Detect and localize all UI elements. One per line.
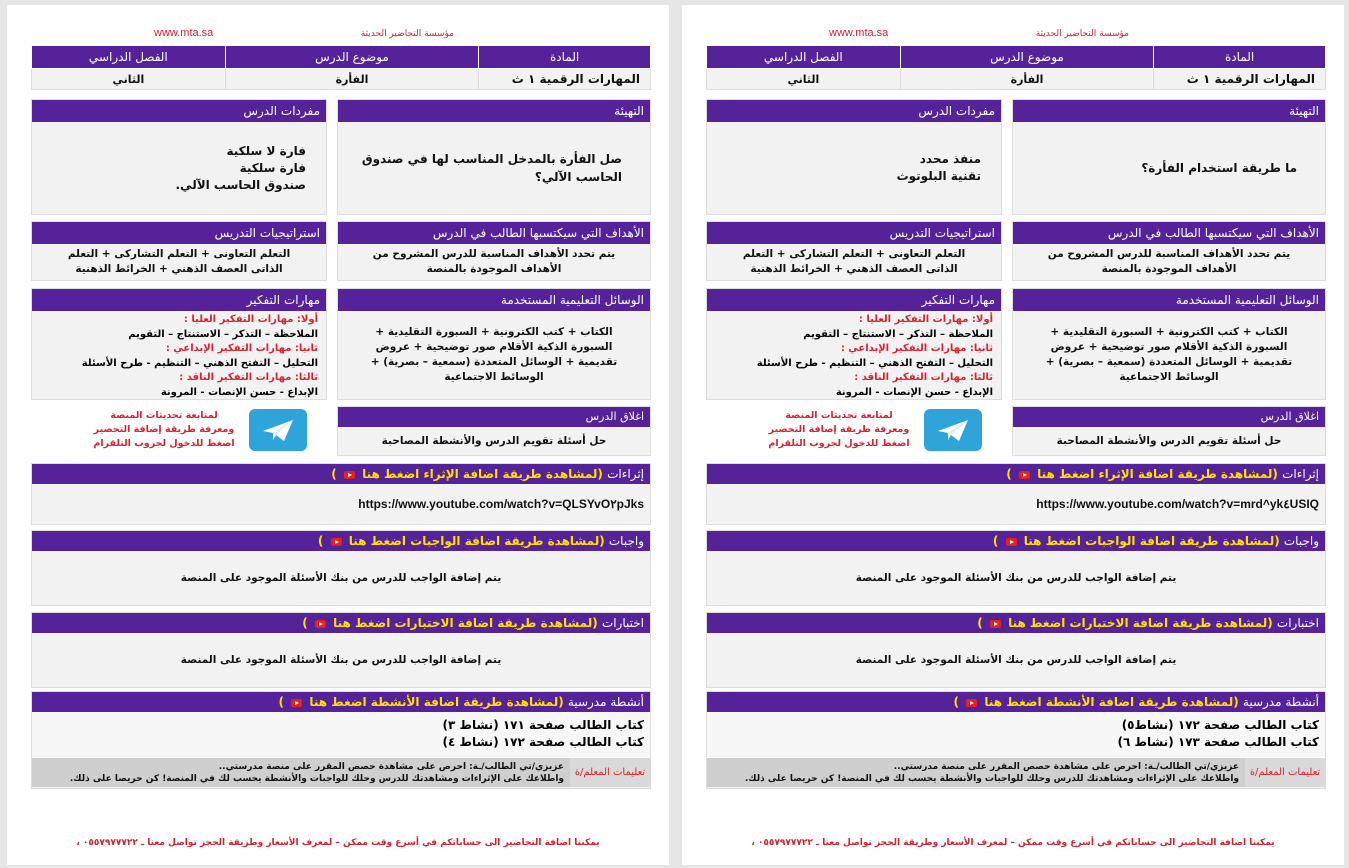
thinking-items: الإبداع - حسن الإنصات - المرونة bbox=[160, 386, 318, 398]
instruction-line: واطلاعك على الإثراءات ومشاهدتك للدرس وحلك للواجبات والأنشطة يحسب لك في المنصة! كن حريصا على ذلك. bbox=[69, 774, 564, 784]
activity-item: كتاب الطالب صفحة ١٧٢ (نشاط ٤) bbox=[442, 735, 644, 749]
organization-name: مؤسسة التحاضير الحديثة bbox=[360, 29, 454, 39]
thinking-items: التحليل – التفتح الذهني – التنظيم - طرح الأسئلة bbox=[81, 357, 318, 369]
instruction-line: واطلاعك على الإثراءات ومشاهدتك للدرس وحلك للواجبات والأنشطة يحسب لك في المنصة! كن حريصا على ذلك. bbox=[744, 774, 1239, 784]
youtube-icon bbox=[1006, 538, 1017, 546]
objectives-text: يتم تحدد الأهداف المناسبة للدرس المشروح من الأهداف الموجودة بالمنصة bbox=[372, 248, 616, 275]
objectives-text: يتم تحدد الأهداف المناسبة للدرس المشروح من الأهداف الموجودة بالمنصة bbox=[1047, 248, 1291, 275]
semester-header: الفصل الدراسي bbox=[32, 46, 226, 69]
telegram-icon bbox=[924, 409, 982, 451]
vocabulary-title: مفردات الدرس bbox=[32, 100, 326, 122]
enrichment-video-link[interactable] bbox=[1006, 467, 1278, 481]
activity-item: كتاب الطالب صفحة ١٧١ (نشاط ٣) bbox=[442, 718, 644, 732]
semester-value: الثاني bbox=[707, 69, 901, 90]
warmup-text: ما طريقة استخدام الفأرة؟ bbox=[1141, 161, 1297, 175]
enrichment-header bbox=[707, 464, 1325, 484]
teacher-instructions-label: تعليمات المعلم/ة bbox=[570, 758, 650, 787]
link-label: (لمشاهدة طريقة اضافة الواجبات اضغط هنا bbox=[348, 534, 605, 548]
semester-value: الثاني bbox=[32, 69, 226, 90]
subject-header: المادة bbox=[1154, 46, 1326, 69]
website-link[interactable]: www.mta.sa bbox=[154, 27, 214, 39]
activities-box bbox=[706, 691, 1326, 789]
activities-list bbox=[32, 712, 650, 757]
closing-box bbox=[337, 406, 651, 456]
thinking-heading: ثانيا: مهارات التفكير الإبداعي : bbox=[165, 343, 318, 354]
teacher-instructions-text bbox=[707, 758, 1245, 787]
tools-box bbox=[337, 288, 651, 400]
strategies-text: التعلم التعاونى + التعلم التشاركى + التعلم الذاتى العصف الذهني + الخرائط الذهنية bbox=[742, 248, 966, 275]
vocabulary-item: فارة سلكية bbox=[239, 160, 306, 175]
thinking-items: الملاحظة – التذكر – الاستنتاج – التقويم bbox=[128, 328, 318, 340]
teacher-instructions-row bbox=[32, 757, 650, 787]
telegram-button[interactable] bbox=[924, 409, 982, 451]
warmup-text: صل الفأرة بالمدخل المناسب لها في صندوق الحاسب الآلي؟ bbox=[361, 152, 622, 184]
enrichment-header bbox=[32, 464, 650, 484]
homework-video-link[interactable] bbox=[993, 534, 1280, 548]
enrichment-title: إثراءات bbox=[607, 467, 644, 481]
activities-header bbox=[32, 692, 650, 712]
activity-item: كتاب الطالب صفحة ١٧٢ (نشاط٥) bbox=[1121, 718, 1319, 732]
close-paren: ) bbox=[953, 695, 960, 709]
teacher-instructions-text bbox=[32, 758, 570, 787]
enrichment-title: إثراءات bbox=[1282, 467, 1319, 481]
activity-item: كتاب الطالب صفحة ١٧٣ (نشاط ٦) bbox=[1117, 735, 1319, 749]
thinking-heading: ثالثا: مهارات التفكير الناقد : bbox=[179, 372, 318, 383]
promo-line: لمتابعة تحديثات المنصة bbox=[110, 410, 218, 421]
teacher-instructions-row bbox=[707, 757, 1325, 787]
enrichment-url[interactable]: https://www.youtube.com/watch?v=mrd^yk٤USIQ bbox=[1036, 496, 1319, 511]
thinking-skills-list bbox=[707, 311, 1001, 400]
instruction-line: عزيزي/تي الطالب/ـة: احرص على مشاهدة حصص المقرر على منصة مدرستي.. bbox=[893, 762, 1239, 772]
link-label: (لمشاهدة طريقة اضافة الأنشطة اضغط هنا bbox=[309, 695, 564, 709]
vocabulary-item: صندوق الحاسب الآلي. bbox=[175, 177, 306, 192]
enrichment-box bbox=[31, 463, 651, 525]
thinking-skills-title: مهارات التفكير bbox=[707, 289, 1001, 311]
topic-value: الفأرة bbox=[900, 69, 1154, 90]
link-label: (لمشاهدة طريقة اضافة الاختبارات اضغط هنا bbox=[1008, 616, 1273, 630]
vocabulary-item: منفذ محدد bbox=[919, 152, 981, 166]
activities-video-link[interactable] bbox=[954, 695, 1239, 709]
thinking-items: الإبداع - حسن الإنصات - المرونة bbox=[835, 386, 993, 398]
instruction-line: عزيزي/تي الطالب/ـة: احرص على مشاهدة حصص المقرر على منصة مدرستي.. bbox=[218, 762, 564, 772]
tests-box bbox=[31, 612, 651, 688]
vocabulary-list bbox=[707, 122, 1001, 214]
tools-title: الوسائل التعليمية المستخدمة bbox=[1013, 289, 1325, 311]
tests-text: يتم إضافة الواجب للدرس من بنك الأسئلة الموجود على المنصة bbox=[855, 653, 1177, 666]
homework-text: يتم إضافة الواجب للدرس من بنك الأسئلة الموجود على المنصة bbox=[855, 571, 1177, 584]
page-header-line bbox=[7, 27, 669, 43]
close-paren: ) bbox=[992, 534, 999, 548]
telegram-promo-text[interactable] bbox=[764, 409, 914, 451]
vocabulary-item: فارة لا سلكية bbox=[226, 143, 306, 158]
topic-header: موضوع الدرس bbox=[225, 46, 479, 69]
strategies-box bbox=[706, 221, 1002, 281]
link-label: (لمشاهدة طريقة اضافة الواجبات اضغط هنا bbox=[1023, 534, 1280, 548]
activities-list bbox=[707, 712, 1325, 757]
tests-box bbox=[706, 612, 1326, 688]
lesson-meta-table bbox=[706, 45, 1326, 90]
promo-line: ومعرفة طريقة إضافة التحضير bbox=[768, 424, 910, 435]
closing-title: اغلاق الدرس bbox=[1013, 407, 1325, 427]
promo-line: ومعرفة طريقة إضافة التحضير bbox=[93, 424, 235, 435]
strategies-title: استراتيجيات التدريس bbox=[32, 222, 326, 244]
tools-title: الوسائل التعليمية المستخدمة bbox=[338, 289, 650, 311]
objectives-title: الأهداف التي سيكتسبها الطالب في الدرس bbox=[338, 222, 650, 244]
homework-header bbox=[707, 531, 1325, 551]
link-label: (لمشاهدة طريقة اضافة الاختبارات اضغط هنا bbox=[333, 616, 598, 630]
thinking-heading: ثالثا: مهارات التفكير الناقد : bbox=[854, 372, 993, 383]
vocabulary-box bbox=[31, 99, 327, 215]
homework-title: واجبات bbox=[1283, 534, 1319, 548]
promo-line: اضغط للدخول لجروب التلقرام bbox=[768, 438, 910, 449]
objectives-box bbox=[1012, 221, 1326, 281]
vocabulary-list bbox=[32, 122, 326, 214]
youtube-icon bbox=[966, 699, 977, 707]
thinking-items: الملاحظة – التذكر – الاستنتاج – التقويم bbox=[803, 328, 993, 340]
homework-video-link[interactable] bbox=[318, 534, 605, 548]
youtube-icon bbox=[344, 471, 355, 479]
topic-value: الفأرة bbox=[225, 69, 479, 90]
tests-header bbox=[32, 613, 650, 633]
subject-value: المهارات الرقمية ١ ث bbox=[1154, 69, 1326, 90]
telegram-icon bbox=[249, 409, 307, 451]
subject-header: المادة bbox=[479, 46, 651, 69]
close-paren: ) bbox=[1006, 467, 1012, 481]
warmup-title: التهيئة bbox=[1013, 100, 1325, 122]
objectives-box bbox=[337, 221, 651, 281]
subject-value: المهارات الرقمية ١ ث bbox=[479, 69, 651, 90]
close-paren: ) bbox=[977, 616, 983, 630]
activities-title: أنشطة مدرسية bbox=[1242, 695, 1319, 709]
teacher-instructions-label: تعليمات المعلم/ة bbox=[1245, 758, 1325, 787]
closing-title: اغلاق الدرس bbox=[338, 407, 650, 427]
close-paren: ) bbox=[302, 616, 308, 630]
website-link[interactable]: www.mta.sa bbox=[829, 27, 889, 39]
homework-title: واجبات bbox=[608, 534, 644, 548]
thinking-skills-box bbox=[31, 288, 327, 400]
link-label: (لمشاهدة طريقة اضافة الإثراء اضغط هنا bbox=[362, 467, 603, 481]
youtube-icon bbox=[291, 699, 302, 707]
page-footer-contact: يمكننا اضافة التحاضير الى حساباتكم في أسرع وقت ممكن – لمعرف الأسعار وطريقة الحجز تواصل معنا ـ ٠٥٥٧٩٧٧٧٢٢ ، bbox=[76, 838, 600, 848]
enrichment-box bbox=[706, 463, 1326, 525]
page-footer-contact: يمكننا اضافة التحاضير الى حساباتكم في أسرع وقت ممكن – لمعرف الأسعار وطريقة الحجز تواصل معنا ـ ٠٥٥٧٩٧٧٧٢٢ ، bbox=[751, 838, 1275, 848]
enrichment-url[interactable]: https://www.youtube.com/watch?v=QLSYvO٢pJks bbox=[358, 496, 644, 511]
tools-text: الكتاب + كتب الكترونية + السبورة التقليدية + السبورة الذكية الأقلام صور توضيحية + عروض تقديمية + الوسائل المتعددة (سمعية – بصرية) + الوسائط الاجتماعية bbox=[1045, 326, 1293, 383]
homework-box bbox=[31, 530, 651, 606]
tests-header bbox=[707, 613, 1325, 633]
strategies-text: التعلم التعاونى + التعلم التشاركى + التعلم الذاتى العصف الذهني + الخرائط الذهنية bbox=[67, 248, 291, 275]
lesson-plan-page-left bbox=[7, 5, 669, 865]
closing-box bbox=[1012, 406, 1326, 456]
semester-header: الفصل الدراسي bbox=[707, 46, 901, 69]
warmup-box bbox=[337, 99, 651, 215]
closing-text: حل أسئلة تقويم الدرس والأنشطة المصاحبة bbox=[1056, 434, 1282, 447]
thinking-items: التحليل – التفتح الذهني – التنظيم - طرح الأسئلة bbox=[756, 357, 993, 369]
vocabulary-box bbox=[706, 99, 1002, 215]
promo-line: اضغط للدخول لجروب التلقرام bbox=[93, 438, 235, 449]
activities-box bbox=[31, 691, 651, 789]
topic-header: موضوع الدرس bbox=[900, 46, 1154, 69]
thinking-skills-title: مهارات التفكير bbox=[32, 289, 326, 311]
objectives-title: الأهداف التي سيكتسبها الطالب في الدرس bbox=[1013, 222, 1325, 244]
warmup-box bbox=[1012, 99, 1326, 215]
homework-header bbox=[32, 531, 650, 551]
enrichment-video-link[interactable] bbox=[331, 467, 603, 481]
homework-text: يتم إضافة الواجب للدرس من بنك الأسئلة الموجود على المنصة bbox=[180, 571, 502, 584]
activities-video-link[interactable] bbox=[279, 695, 564, 709]
telegram-promo-text[interactable] bbox=[89, 409, 239, 451]
activities-title: أنشطة مدرسية bbox=[567, 695, 644, 709]
tests-text: يتم إضافة الواجب للدرس من بنك الأسئلة الموجود على المنصة bbox=[180, 653, 502, 666]
tests-title: اختبارات bbox=[601, 616, 644, 630]
strategies-box bbox=[31, 221, 327, 281]
thinking-heading: أولا: مهارات التفكير العليا : bbox=[858, 314, 993, 325]
thinking-heading: أولا: مهارات التفكير العليا : bbox=[183, 314, 318, 325]
tools-text: الكتاب + كتب الكترونية + السبورة التقليدية + السبورة الذكية الأقلام صور توضيحية + عروض تقديمية + الوسائل المتعددة (سمعية – بصرية) + الوسائط الاجتماعية bbox=[370, 326, 618, 383]
thinking-skills-box bbox=[706, 288, 1002, 400]
lesson-plan-page-right bbox=[682, 5, 1344, 865]
tests-video-link[interactable] bbox=[977, 616, 1273, 630]
tools-box bbox=[1012, 288, 1326, 400]
vocabulary-item: تقنية البلوتوث bbox=[896, 169, 981, 183]
strategies-title: استراتيجيات التدريس bbox=[707, 222, 1001, 244]
youtube-icon bbox=[331, 538, 342, 546]
homework-box bbox=[706, 530, 1326, 606]
thinking-skills-list bbox=[32, 311, 326, 400]
organization-name: مؤسسة التحاضير الحديثة bbox=[1035, 29, 1129, 39]
lesson-meta-table bbox=[31, 45, 651, 90]
youtube-icon bbox=[1019, 471, 1030, 479]
close-paren: ) bbox=[278, 695, 285, 709]
close-paren: ) bbox=[331, 467, 337, 481]
activities-header bbox=[707, 692, 1325, 712]
youtube-icon bbox=[315, 620, 326, 628]
telegram-button[interactable] bbox=[249, 409, 307, 451]
tests-video-link[interactable] bbox=[302, 616, 598, 630]
closing-text: حل أسئلة تقويم الدرس والأنشطة المصاحبة bbox=[381, 434, 607, 447]
close-paren: ) bbox=[317, 534, 324, 548]
thinking-heading: ثانيا: مهارات التفكير الإبداعي : bbox=[840, 343, 993, 354]
promo-line: لمتابعة تحديثات المنصة bbox=[785, 410, 893, 421]
page-header-line bbox=[682, 27, 1344, 43]
link-label: (لمشاهدة طريقة اضافة الأنشطة اضغط هنا bbox=[984, 695, 1239, 709]
youtube-icon bbox=[990, 620, 1001, 628]
warmup-title: التهيئة bbox=[338, 100, 650, 122]
tests-title: اختبارات bbox=[1276, 616, 1319, 630]
vocabulary-title: مفردات الدرس bbox=[707, 100, 1001, 122]
link-label: (لمشاهدة طريقة اضافة الإثراء اضغط هنا bbox=[1037, 467, 1278, 481]
